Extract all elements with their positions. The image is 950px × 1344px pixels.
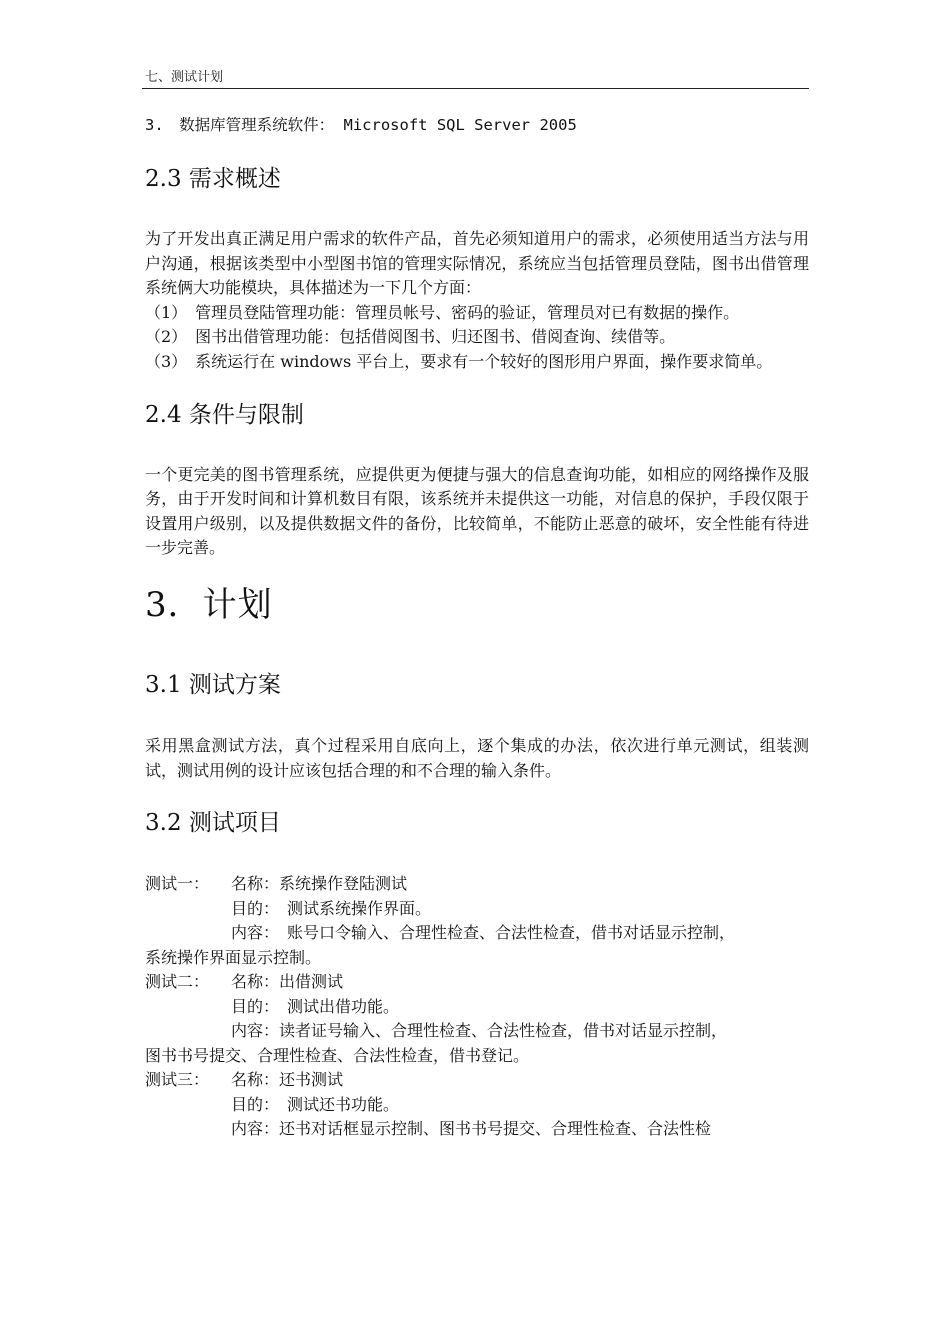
test-item bbox=[145, 872, 809, 970]
section-2-4-heading: 2.4 条件与限制 bbox=[145, 401, 304, 428]
requirement-item-2: （2） 图书出借管理功能：包括借阅图书、归还图书、借阅查询、续借等。 bbox=[145, 327, 676, 347]
test-content-rest: 图书书号提交、合理性检查、合法性检查，借书登记。 bbox=[145, 1045, 530, 1065]
test-item bbox=[145, 970, 809, 1068]
test-purpose: 目的： 测试出借功能。 bbox=[231, 996, 400, 1016]
test-content-rest: 系统操作界面显示控制。 bbox=[145, 947, 322, 967]
test-content-first: 内容： 账号口令输入、合理性检查、合法性检查，借书对话显示控制， bbox=[231, 923, 736, 943]
test-content-first: 内容：还书对话框显示控制、图书书号提交、合理性检查、合法性检 bbox=[231, 1119, 712, 1139]
section-3-heading: 3．计划 bbox=[145, 584, 273, 625]
test-purpose: 目的： 测试系统操作界面。 bbox=[231, 898, 432, 918]
section-2-3-heading: 2.3 需求概述 bbox=[145, 166, 281, 192]
section-2-3-paragraph: 为了开发出真正满足用户需求的软件产品，首先必须知道用户的需求，必须使用适当方法与用户沟通，根据该类型中小型图书馆的管理实际情况，系统应当包括管理员登陆，图书出借管理系统俩大功能模块，具体描述为一下几个方面： bbox=[145, 229, 809, 298]
test-purpose: 目的： 测试还书功能。 bbox=[231, 1094, 400, 1114]
running-header: 七、测试计划 bbox=[145, 70, 224, 85]
test-label: 测试二： bbox=[145, 972, 210, 992]
test-label: 测试一： bbox=[145, 874, 210, 894]
test-name: 名称：系统操作登陆测试 bbox=[231, 874, 408, 894]
section-3-1-paragraph: 采用黑盒测试方法，真个过程采用自底向上，逐个集成的办法，依次进行单元测试，组装测试，测试用例的设计应该包括合理的和不合理的输入条件。 bbox=[145, 735, 809, 780]
header-rule bbox=[142, 88, 809, 89]
test-label: 测试三： bbox=[145, 1070, 210, 1090]
test-items-list bbox=[145, 872, 809, 1142]
section-2-4-paragraph: 一个更完美的图书管理系统，应提供更为便捷与强大的信息查询功能，如相应的网络操作及服务，由于开发时间和计算机数目有限，该系统并未提供这一功能，对信息的保护，手段仅限于设置用户级别，以及提供数据文件的备份，比较简单，不能防止恶意的破坏，安全性能有待进一步完善。 bbox=[145, 464, 809, 558]
section-3-2-heading: 3.2 测试项目 bbox=[145, 810, 281, 837]
test-content-first: 内容：读者证号输入、合理性检查、合法性检查，借书对话显示控制， bbox=[231, 1021, 728, 1041]
test-item bbox=[145, 1068, 809, 1142]
test-name: 名称：还书测试 bbox=[231, 1070, 344, 1090]
requirement-item-1: （1） 管理员登陆管理功能：管理员帐号、密码的验证，管理员对已有数据的操作。 bbox=[145, 302, 740, 322]
requirement-item-3: （3） 系统运行在 windows 平台上，要求有一个较好的图形用户界面，操作要求简单。 bbox=[145, 351, 773, 371]
test-name: 名称：出借测试 bbox=[231, 972, 344, 992]
software-item-line: 3. 数据库管理系统软件： Microsoft SQL Server 2005 bbox=[145, 116, 577, 134]
page-content bbox=[145, 113, 809, 1142]
section-3-1-heading: 3.1 测试方案 bbox=[145, 671, 281, 698]
